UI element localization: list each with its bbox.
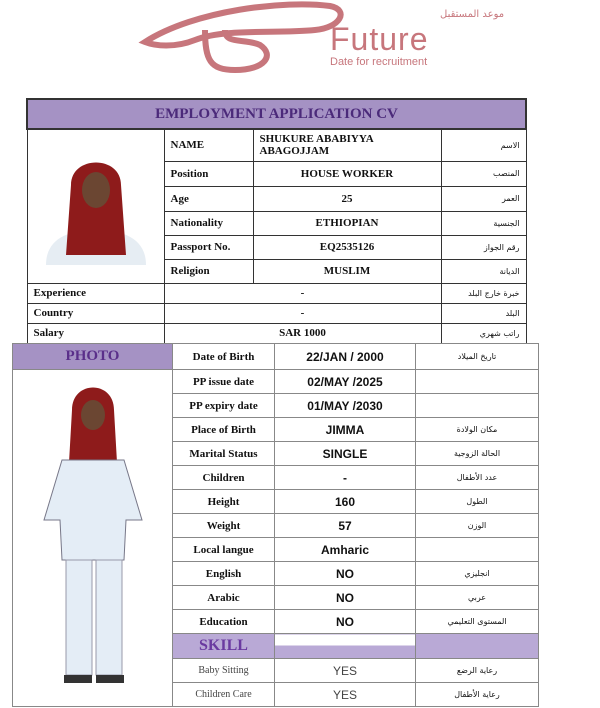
field-value: - — [164, 303, 441, 323]
skill-header-blank — [416, 634, 539, 659]
field-label-arabic: رعاية الرضع — [416, 659, 539, 683]
field-value: HOUSE WORKER — [253, 161, 441, 186]
field-label: English — [173, 562, 275, 586]
field-value: 22/JAN / 2000 — [275, 344, 416, 370]
skill-header-blank — [275, 634, 416, 659]
photo-header: PHOTO — [13, 344, 173, 370]
field-label: Salary — [27, 323, 164, 343]
field-value: YES — [275, 659, 416, 683]
field-label: Marital Status — [173, 442, 275, 466]
field-label: Height — [173, 490, 275, 514]
field-label-arabic: الحالة الزوجية — [416, 442, 539, 466]
field-label-arabic — [416, 394, 539, 418]
field-label-arabic: تاريخ الميلاد — [416, 344, 539, 370]
field-label: Children Care — [173, 683, 275, 707]
logo-tagline: Date for recruitment — [330, 56, 428, 68]
field-value: ETHIOPIAN — [253, 211, 441, 235]
field-label-arabic: المستوى التعليمي — [416, 610, 539, 634]
field-label: Country — [27, 303, 164, 323]
logo-brand: Future — [330, 21, 429, 57]
field-label: Passport No. — [164, 235, 253, 259]
details-table — [12, 343, 539, 707]
field-label: Place of Birth — [173, 418, 275, 442]
field-label: Experience — [27, 283, 164, 303]
field-label: Date of Birth — [173, 344, 275, 370]
field-label-arabic: انجليزي — [416, 562, 539, 586]
field-label: Position — [164, 161, 253, 186]
field-value: MUSLIM — [253, 259, 441, 283]
personal-info-table — [26, 98, 527, 344]
field-value: YES — [275, 683, 416, 707]
field-value: 02/MAY /2025 — [275, 370, 416, 394]
field-label-arabic: المنصب — [441, 161, 526, 186]
photo-cell — [27, 129, 164, 283]
field-value: SHUKURE ABABIYYA ABAGOJJAM — [253, 129, 441, 161]
skill-header: SKILL — [173, 634, 275, 659]
field-value: 01/MAY /2030 — [275, 394, 416, 418]
field-value: NO — [275, 586, 416, 610]
field-label-arabic: رقم الجواز — [441, 235, 526, 259]
field-value: NO — [275, 610, 416, 634]
field-value: 57 — [275, 514, 416, 538]
field-label: Nationality — [164, 211, 253, 235]
field-value: SAR 1000 — [164, 323, 441, 343]
field-label-arabic: الوزن — [416, 514, 539, 538]
logo-arabic: موعد المستقبل — [440, 9, 505, 20]
field-label-arabic: الاسم — [441, 129, 526, 161]
field-value: - — [275, 466, 416, 490]
field-label: Children — [173, 466, 275, 490]
field-label: Arabic — [173, 586, 275, 610]
field-value: 160 — [275, 490, 416, 514]
field-value: 25 — [253, 186, 441, 211]
field-label-arabic: الديانة — [441, 259, 526, 283]
field-label-arabic: الجنسية — [441, 211, 526, 235]
field-value: JIMMA — [275, 418, 416, 442]
field-label-arabic: الطول — [416, 490, 539, 514]
field-label: Education — [173, 610, 275, 634]
field-label: NAME — [164, 129, 253, 161]
field-label: PP issue date — [173, 370, 275, 394]
field-label-arabic — [416, 538, 539, 562]
field-label-arabic: مكان الولادة — [416, 418, 539, 442]
field-value: - — [164, 283, 441, 303]
field-label-arabic: عدد الأطفال — [416, 466, 539, 490]
field-label: PP expiry date — [173, 394, 275, 418]
field-value: NO — [275, 562, 416, 586]
field-label-arabic: عربي — [416, 586, 539, 610]
field-label-arabic: خبرة خارج البلد — [441, 283, 526, 303]
applicant-photo-full — [14, 370, 172, 690]
field-value: Amharic — [275, 538, 416, 562]
applicant-photo-portrait — [41, 145, 151, 265]
field-label-arabic: رعاية الأطفال — [416, 683, 539, 707]
field-label: Age — [164, 186, 253, 211]
field-label-arabic: العمر — [441, 186, 526, 211]
full-photo-cell — [13, 370, 173, 707]
field-label: Baby Sitting — [173, 659, 275, 683]
field-label: Weight — [173, 514, 275, 538]
field-value: SINGLE — [275, 442, 416, 466]
field-label: Religion — [164, 259, 253, 283]
field-label: Local langue — [173, 538, 275, 562]
field-label-arabic: راتب شهري — [441, 323, 526, 343]
cv-title: EMPLOYMENT APPLICATION CV — [27, 99, 526, 129]
field-value: EQ2535126 — [253, 235, 441, 259]
field-label-arabic — [416, 370, 539, 394]
field-label-arabic: البلد — [441, 303, 526, 323]
